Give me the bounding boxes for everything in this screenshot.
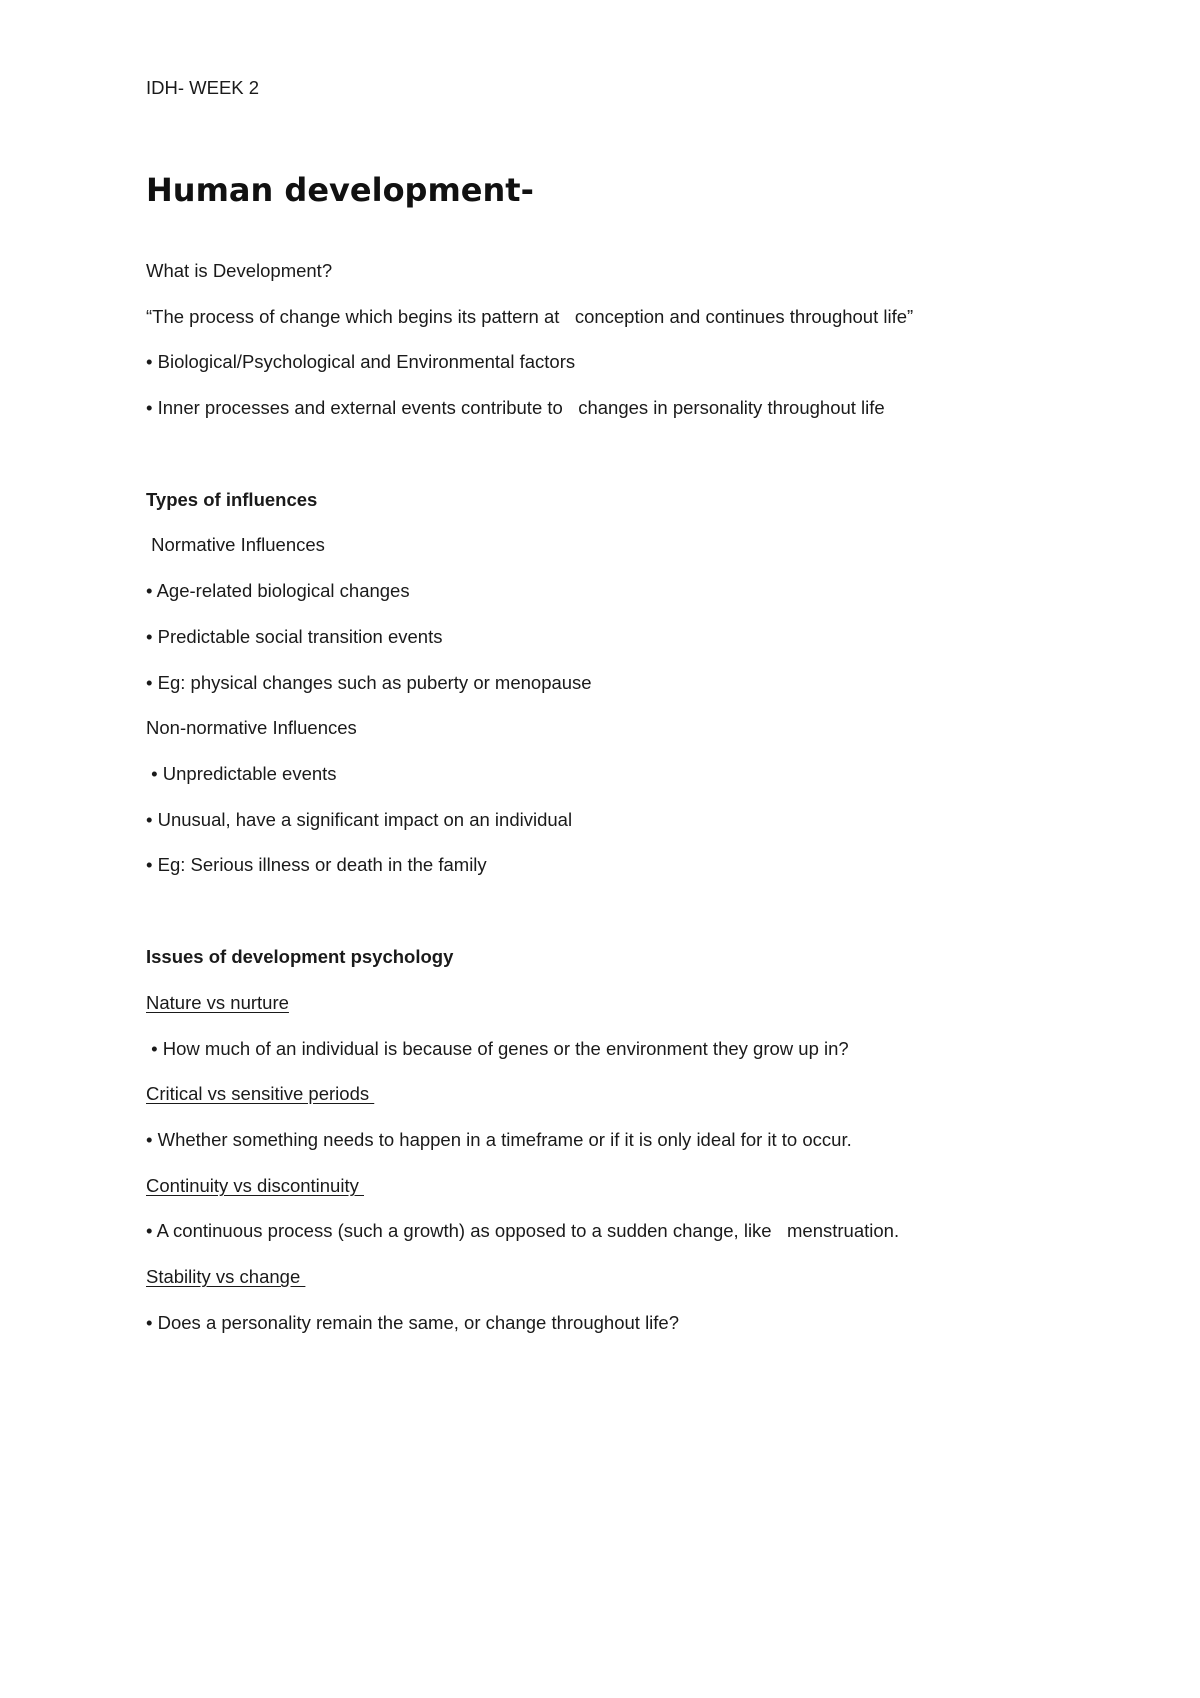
issue-bullet-critical: • Whether something needs to happen in a timeframe or if it is only ideal for it to occur.	[146, 1129, 852, 1150]
issue-label-nature: Nature vs nurture	[146, 992, 289, 1013]
non-normative-label: Non-normative Influences	[146, 717, 357, 738]
normative-bullet-1: • Age-related biological changes	[146, 580, 410, 601]
non-normative-bullet-3: • Eg: Serious illness or death in the family	[146, 854, 487, 875]
issue-bullet-continuity: • A continuous process (such a growth) as opposed to a sudden change, like menstruation.	[146, 1220, 900, 1241]
issue-bullet-stability: • Does a personality remain the same, or change throughout life?	[146, 1312, 680, 1333]
non-normative-bullet-2: • Unusual, have a significant impact on an individual	[146, 809, 573, 830]
normative-bullet-2: • Predictable social transition events	[146, 626, 443, 647]
page-title: Human development-	[146, 171, 534, 209]
issue-label-critical: Critical vs sensitive periods	[146, 1083, 375, 1104]
intro-bullet-1: • Biological/Psychological and Environmental factors	[146, 351, 576, 372]
page-header: IDH- WEEK 2	[146, 77, 260, 98]
issue-label-stability: Stability vs change	[146, 1266, 306, 1287]
intro-definition: “The process of change which begins its pattern at conception and continues throughout life”	[146, 306, 914, 327]
intro-question: What is Development?	[146, 260, 333, 281]
normative-bullet-3: • Eg: physical changes such as puberty or menopause	[146, 672, 592, 693]
issue-bullet-nature: • How much of an individual is because of genes or the environment they grow up in?	[146, 1038, 849, 1059]
intro-bullet-2: • Inner processes and external events contribute to changes in personality throughout life	[146, 397, 885, 418]
issue-label-continuity: Continuity vs discontinuity	[146, 1175, 364, 1196]
issues-heading: Issues of development psychology	[146, 946, 454, 967]
influences-heading: Types of influences	[146, 489, 318, 510]
normative-label: Normative Influences	[146, 534, 325, 555]
non-normative-bullet-1: • Unpredictable events	[146, 763, 337, 784]
